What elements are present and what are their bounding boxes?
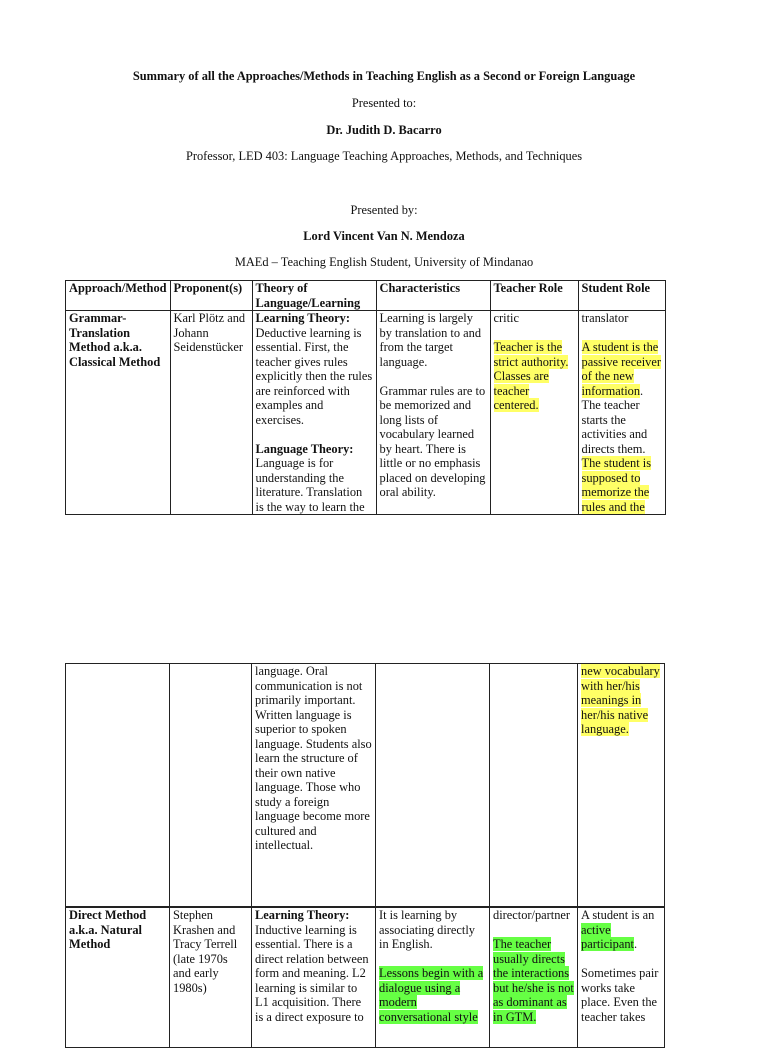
theory-cell [252, 311, 376, 515]
presented-to-label: Presented to: [351, 96, 417, 110]
learning-theory-text: Inductive learning is essential. There is a direct relation between form and meaning. L2 learning is similar to L1 acquisition. There is a direct exposure to [255, 922, 369, 1024]
learning-theory-label: Learning Theory: [255, 908, 350, 922]
theory-cell [252, 908, 376, 1048]
proponents-cell: Stephen Krashen and Tracy Terrell (late 1970s and early 1980s) [170, 908, 252, 1048]
approach-cell: Direct Method a.k.a. Natural Method [66, 908, 170, 1048]
teacher-role-text: director/partner [493, 908, 571, 922]
learning-theory-text: Deductive learning is essential. First, the teacher gives rules explicitly then the rules are reinforced with examples and exercises. [255, 325, 373, 427]
teacher-role-text: critic [493, 311, 519, 325]
student-role-cell [578, 664, 665, 907]
column-header: Approach/Method [66, 281, 171, 311]
professor-name: Dr. Judith D. Bacarro [326, 123, 442, 137]
characteristics-text: Grammar rules are to be memorized and long lists of vocabulary learned by heart. There is little or no emphasis placed on developing oral ability. [379, 383, 486, 499]
proponents-cell [170, 664, 252, 907]
teacher-role-cell [490, 908, 578, 1048]
column-header: Student Role [578, 281, 665, 311]
student-role-period: . [640, 383, 644, 398]
professor-course: Professor, LED 403: Language Teaching Approaches, Methods, and Techniques [185, 149, 583, 163]
student-role-highlight: active participant [581, 922, 634, 951]
theory-cell: language. Oral communication is not primarily important. Written language is superior to spoken language. Students also learn the structure of their own native language. Those who study a foreign language become more cultured and intellectual. [252, 664, 376, 907]
characteristics-highlight: Lessons begin with a dialogue using a modern conversational style [379, 966, 484, 1024]
author-name: Lord Vincent Van N. Mendoza [303, 229, 465, 243]
student-role-highlight: new vocabulary with her/his meanings in her/his native language. [581, 664, 660, 736]
student-role-highlight: A student is the passive receiver of the new information [581, 340, 661, 398]
characteristics-cell [376, 908, 490, 1048]
learning-theory-label: Learning Theory: [255, 311, 350, 325]
teacher-role-cell [490, 664, 578, 907]
table-header-row [66, 281, 666, 311]
student-role-text: Sometimes pair works take place. Even the teacher takes [581, 966, 659, 1024]
approach-cell [66, 664, 170, 907]
student-role-text: translator [581, 311, 629, 325]
presented-by-label: Presented by: [350, 203, 418, 217]
approach-cell: Grammar-Translation Method a.k.a. Classical Method [66, 311, 171, 515]
teacher-role-cell [490, 311, 578, 515]
table-row [66, 908, 665, 1048]
table-row [66, 664, 665, 907]
teacher-role-highlight: Teacher is the strict authority. Classes are teacher centered. [493, 340, 569, 412]
column-header: Proponent(s) [170, 281, 252, 311]
methods-table-part-2 [65, 663, 665, 907]
proponents-cell: Karl Plötz and Johann Seidenstücker [170, 311, 252, 515]
language-theory-label: Language Theory: [255, 441, 354, 456]
column-header: Teacher Role [490, 281, 578, 311]
student-role-period: . [633, 937, 638, 951]
student-role-cell [578, 908, 665, 1048]
student-role-text: The teacher starts the activities and directs them. [581, 398, 648, 456]
methods-table-part-1 [65, 280, 666, 515]
characteristics-cell [376, 311, 490, 515]
student-role-cell [578, 311, 665, 515]
teacher-role-highlight: The teacher usually directs the interactions but he/she is not as dominant as in GTM. [493, 937, 574, 1024]
document-title: Summary of all the Approaches/Methods in Teaching English as a Second or Foreign Language [132, 69, 636, 83]
column-header: Characteristics [376, 281, 490, 311]
student-role-text: A student is an [581, 908, 655, 922]
characteristics-cell [376, 664, 490, 907]
column-header: Theory of Language/Learning [252, 281, 376, 311]
student-role-highlight: The student is supposed to memorize the rules and the [581, 456, 652, 514]
characteristics-text: Learning is largely by translation to and from the target language. [379, 311, 482, 369]
characteristics-text: It is learning by associating directly in English. [379, 908, 475, 951]
author-program: MAEd – Teaching English Student, University of Mindanao [234, 255, 534, 269]
language-theory-text: Language is for understanding the literature. Translation is the way to learn the [255, 456, 365, 514]
table-row [66, 311, 666, 515]
methods-table-part-3 [65, 907, 665, 1048]
